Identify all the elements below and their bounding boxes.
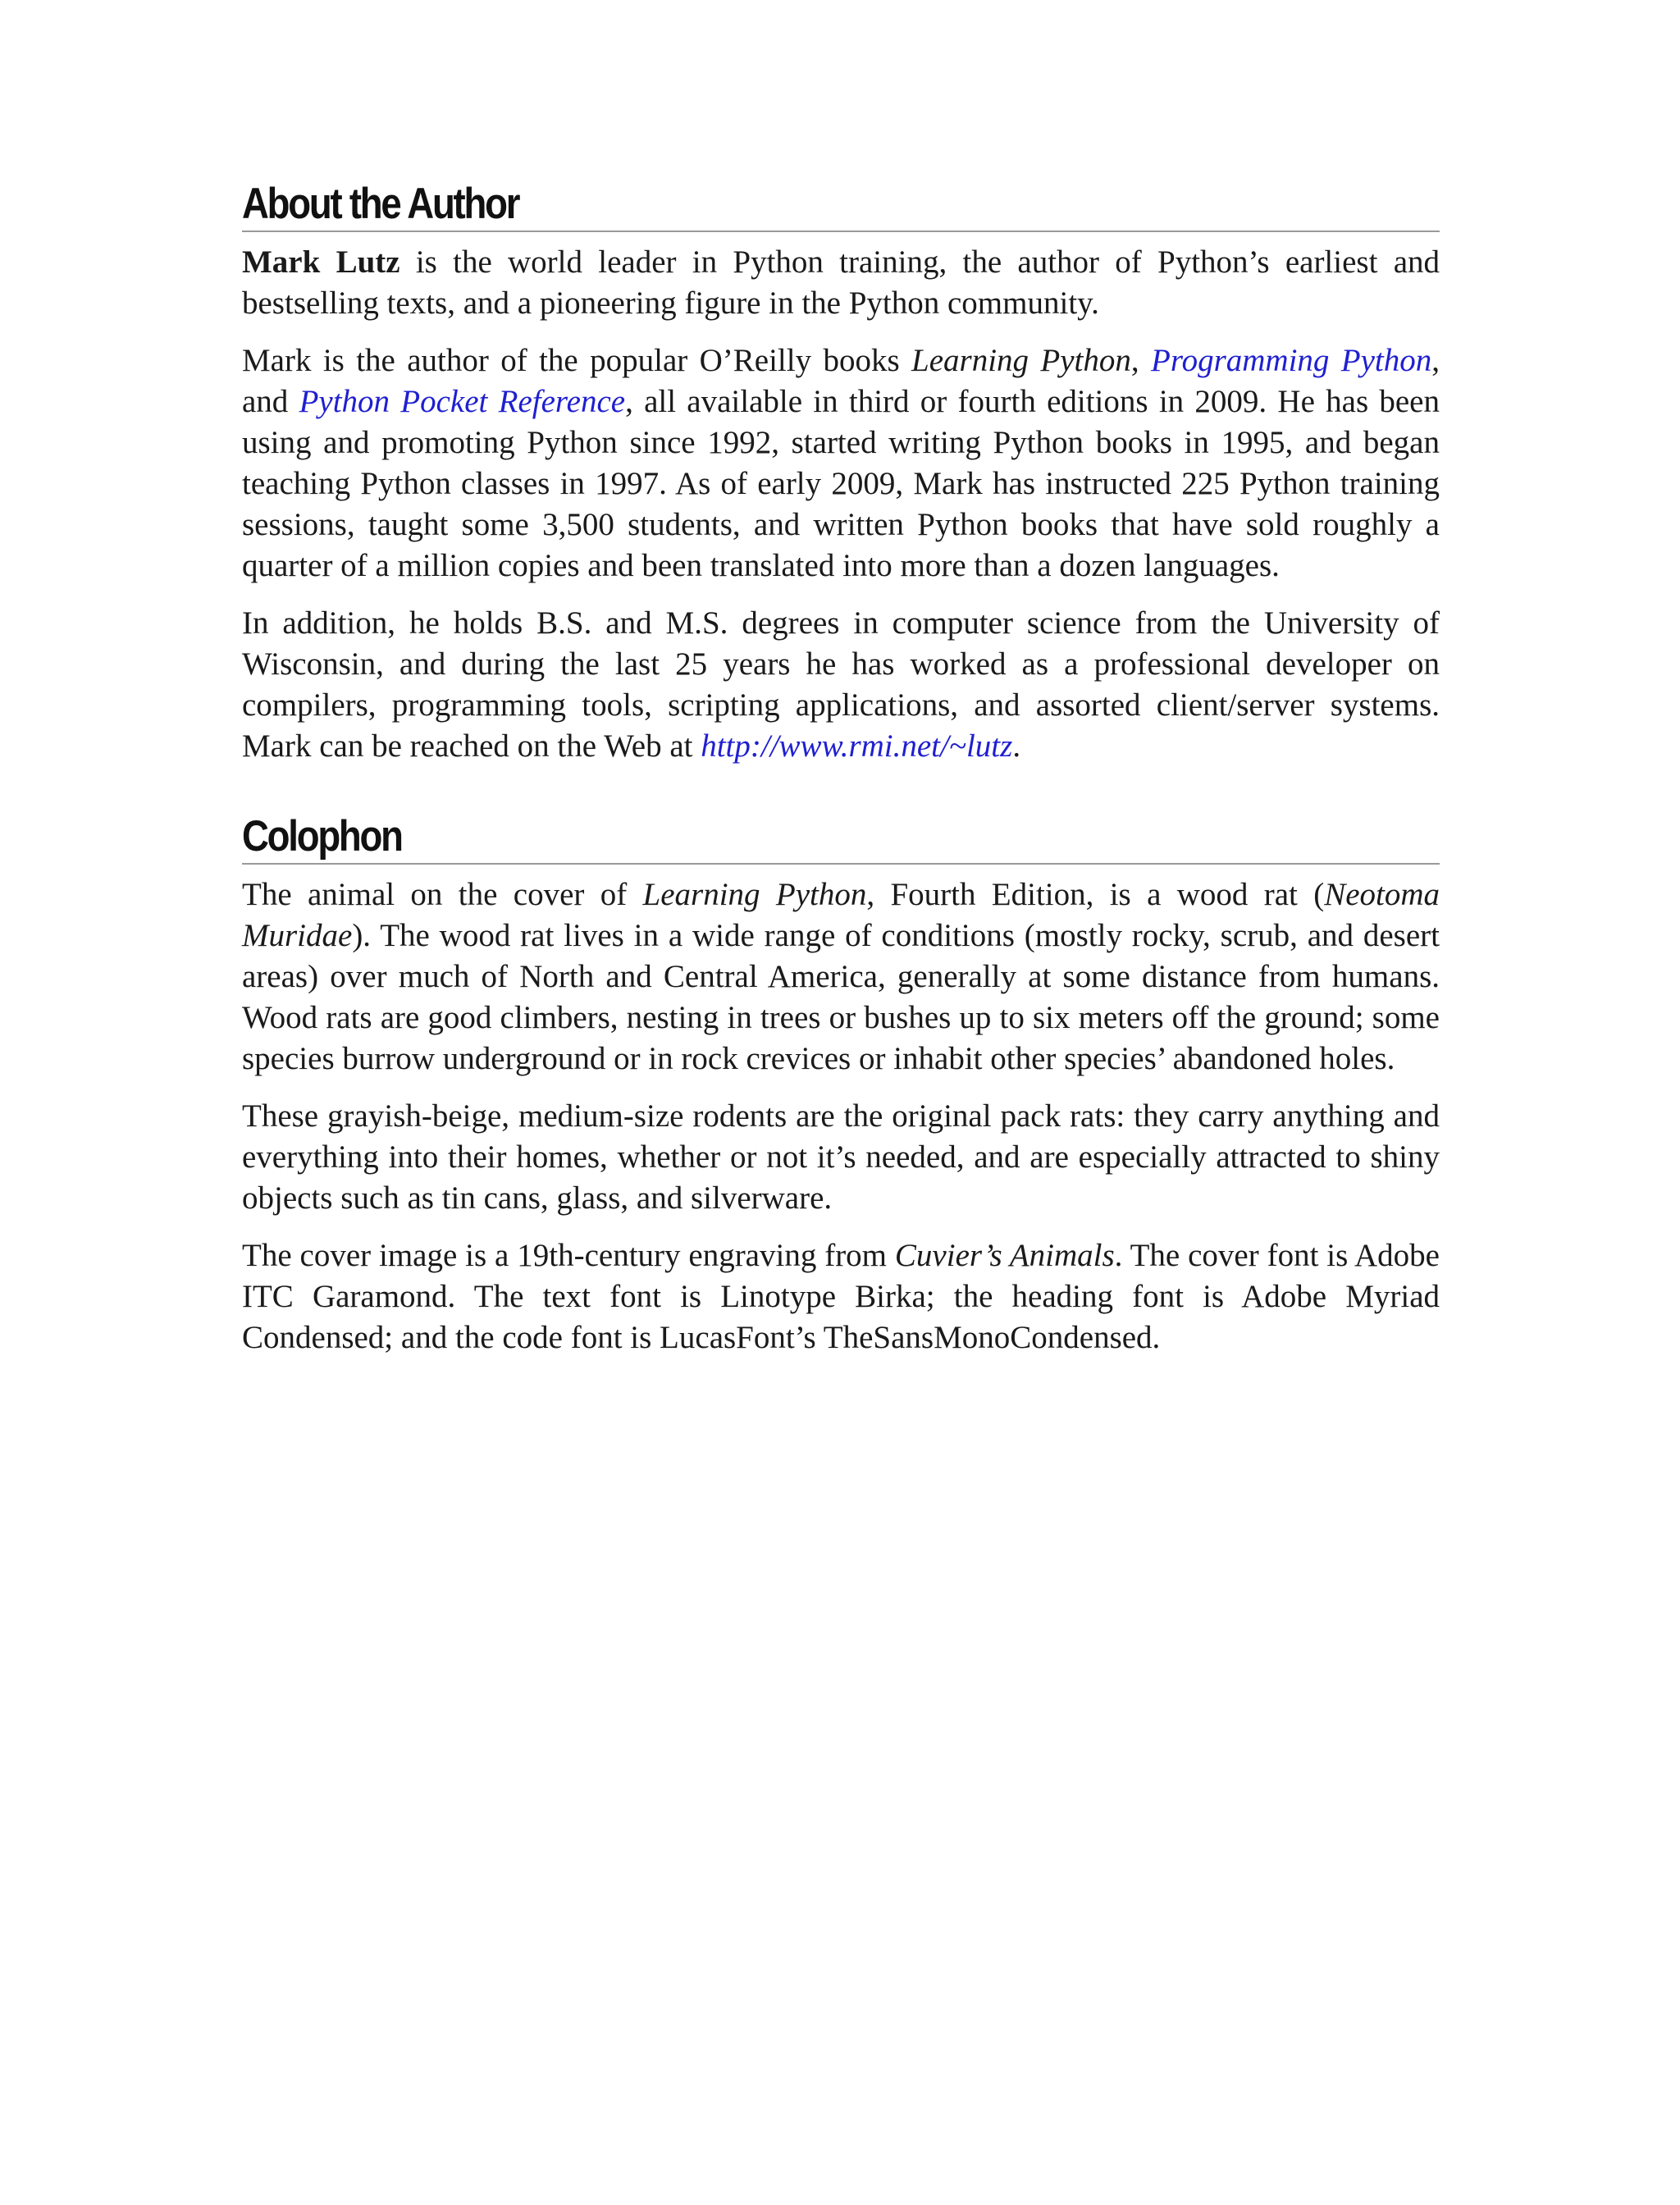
about-p3-text-1: In addition, he holds B.S. and M.S. degrees in computer science from the University of Wisconsin, and during the last 25 years he has worked as a professional developer on compilers, programming tools, scripting applications, and assorted client/server systems. Mark can be reached on the Web at bbox=[242, 605, 1440, 764]
book-link-programming-python[interactable]: Programming Python bbox=[1151, 343, 1432, 378]
cover-book-title: Learning Python bbox=[642, 877, 867, 912]
author-name: Mark Lutz bbox=[242, 244, 400, 280]
engraving-source: Cuvier’s Animals bbox=[894, 1238, 1115, 1273]
about-paragraph-1 bbox=[242, 242, 1440, 324]
colophon-paragraph-3 bbox=[242, 1235, 1440, 1358]
page bbox=[242, 182, 1440, 1358]
about-section bbox=[242, 182, 1440, 767]
colophon-p1-text-3: ). The wood rat lives in a wide range of conditions (mostly rocky, scrub, and desert areas) over much of North and Central America, generally at some distance from humans. Wood rats are good climbers, nesting in trees or bushes up to six meters off the ground; some species burrow underground or in rock crevices or inhabit other species’ abandoned holes. bbox=[242, 918, 1440, 1076]
about-p2-text-1: Mark is the author of the popular O’Reilly books bbox=[242, 343, 912, 378]
about-p1-text: is the world leader in Python training, the author of Python’s earliest and bestselling texts, and a pioneering figure in the Python community. bbox=[242, 244, 1440, 321]
book-link-python-pocket-reference[interactable]: Python Pocket Reference bbox=[299, 384, 626, 419]
about-p2-text-4: , all available in third or fourth editions in 2009. He has been using and promoting Python since 1992, started writing Python books in 1995, and began teaching Python classes in 1997. As of early 2009, Mark has instructed 225 Python training sessions, taught some 3,500 students, and written Python books that have sold roughly a quarter of a million copies and been translated into more than a dozen languages. bbox=[242, 384, 1440, 583]
about-p2-text-2: , bbox=[1130, 343, 1152, 378]
colophon-heading: Colophon bbox=[242, 812, 402, 861]
colophon-paragraph-2: These grayish-beige, medium-size rodents are the original pack rats: they carry anything and everything into their homes, whether or not it’s needed, and are especially attracted to shiny objects such as tin cans, glass, and silverware. bbox=[242, 1098, 1440, 1216]
colophon-paragraph-1 bbox=[242, 874, 1440, 1080]
about-paragraph-3 bbox=[242, 603, 1440, 767]
about-paragraph-2 bbox=[242, 340, 1440, 587]
book-title-learning-python: Learning Python bbox=[911, 343, 1131, 378]
colophon-p1-text-1: The animal on the cover of bbox=[242, 877, 643, 912]
colophon-p1-text-2: , Fourth Edition, is a wood rat ( bbox=[866, 877, 1325, 912]
author-website-link[interactable]: http://www.rmi.net/~lutz bbox=[701, 728, 1013, 764]
colophon-section bbox=[242, 812, 1440, 1358]
about-p3-text-2: . bbox=[1012, 728, 1021, 764]
colophon-heading-rule bbox=[242, 863, 1440, 865]
about-heading: About the Author bbox=[242, 180, 519, 228]
species-name: Neotoma Muridae bbox=[242, 877, 1440, 953]
about-p2-text-3: , and bbox=[242, 343, 1440, 419]
about-heading-rule bbox=[242, 231, 1440, 232]
colophon-p3-text-1: The cover image is a 19th-century engraving from bbox=[242, 1238, 895, 1273]
colophon-p3-text-2: . The cover font is Adobe ITC Garamond. The text font is Linotype Birka; the heading font is Adobe Myriad Condensed; and the code font is LucasFont’s TheSansMonoCondensed. bbox=[242, 1238, 1440, 1355]
